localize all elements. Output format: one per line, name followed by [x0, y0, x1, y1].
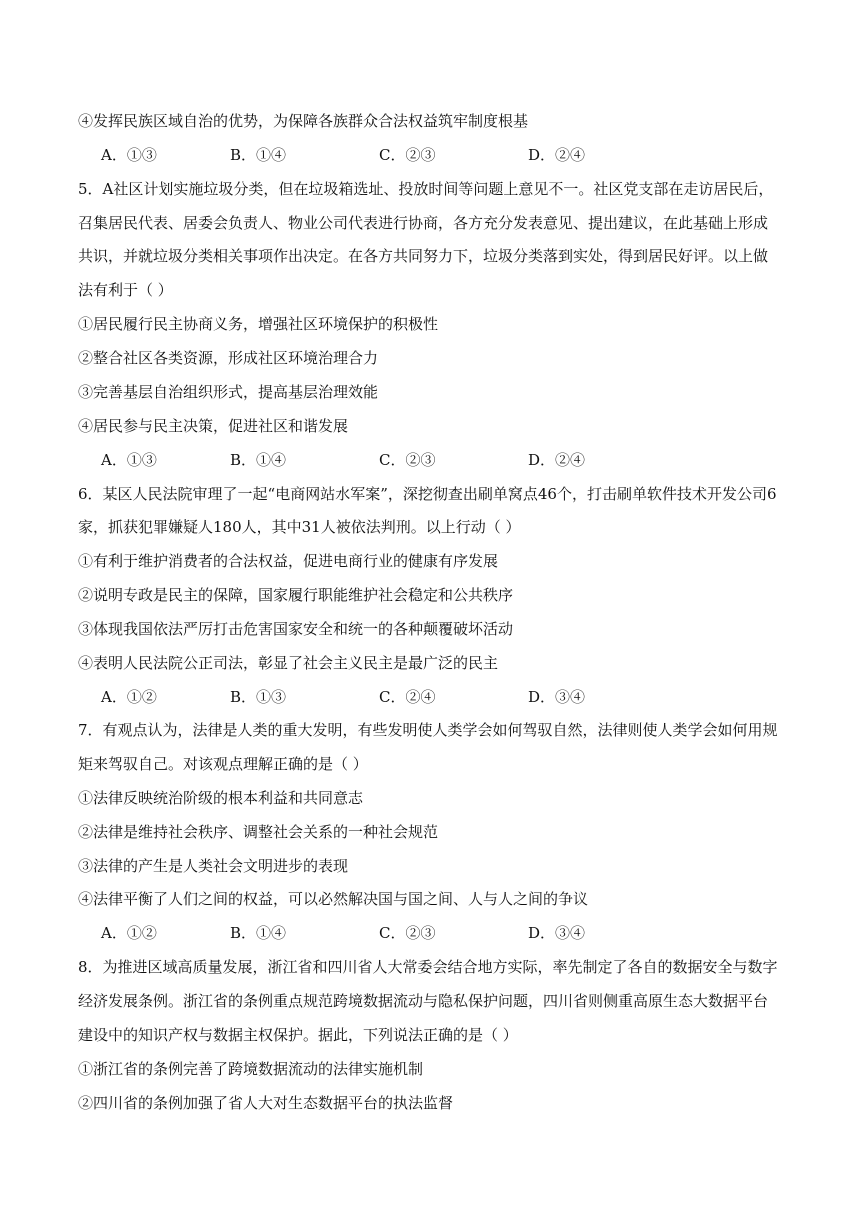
q5-statement-1: ①居民履行民主协商义务，增强社区环境保护的积极性	[78, 315, 439, 333]
q4-choice-d: D．②④	[528, 146, 586, 164]
q6-stem-line-1: 6．某区人民法院审理了一起“电商网站水军案”，深挖彻查出刷单窝点46个，打击刷单软件技术开发公司6	[78, 485, 777, 503]
q7-stem-line-2: 矩来驾驭自己。对该观点理解正确的是（ ）	[78, 755, 368, 773]
q6-statement-1: ①有利于维护消费者的合法权益，促进电商行业的健康有序发展	[78, 552, 499, 570]
q6-statement-4: ④表明人民法院公正司法，彰显了社会主义民主是最广泛的民主	[78, 654, 499, 672]
q5-stem-line-2: 召集居民代表、居委会负责人、物业公司代表进行协商，各方充分发表意见、提出建议，在此基础上形成	[78, 214, 769, 232]
q4-option-statement-4: ④发挥民族区域自治的优势，为保障各族群众合法权益筑牢制度根基	[78, 112, 529, 130]
q7-statement-3: ③法律的产生是人类社会文明进步的表现	[78, 857, 349, 875]
q7-stem-line-1: 7．有观点认为，法律是人类的重大发明，有些发明使人类学会如何驾驭自然，法律则使人类学会如何用规	[78, 721, 778, 739]
q7-choice-d: D．③④	[528, 924, 586, 942]
q4-choice-c: C．②③	[379, 146, 436, 164]
q4-choice-a: A．①③	[101, 146, 157, 164]
q8-stem-line-2: 经济发展条例。浙江省的条例重点规范跨境数据流动与隐私保护问题，四川省则侧重高原生态大数据平台	[78, 992, 769, 1010]
q6-choice-d: D．③④	[528, 688, 586, 706]
q8-stem-line-1: 8．为推进区域高质量发展，浙江省和四川省人大常委会结合地方实际，率先制定了各自的数据安全与数字	[78, 958, 778, 976]
q5-choice-c: C．②③	[379, 451, 436, 469]
q5-answer-choices	[101, 450, 801, 470]
q5-stem-line-1: 5．A社区计划实施垃圾分类，但在垃圾箱选址、投放时间等问题上意见不一。社区党支部在走访居民后，	[78, 180, 774, 198]
q6-answer-choices	[101, 687, 801, 707]
q5-choice-b: B．①④	[230, 451, 287, 469]
q7-choice-c: C．②③	[379, 924, 436, 942]
q8-statement-1: ①浙江省的条例完善了跨境数据流动的法律实施机制	[78, 1060, 424, 1078]
q5-statement-2: ②整合社区各类资源，形成社区环境治理合力	[78, 349, 379, 367]
q6-statement-3: ③体现我国依法严厉打击危害国家安全和统一的各种颠覆破坏活动	[78, 620, 514, 638]
q4-answer-choices	[101, 145, 801, 165]
q7-statement-1: ①法律反映统治阶级的根本利益和共同意志	[78, 789, 364, 807]
q8-stem-line-3: 建设中的知识产权与数据主权保护。据此，下列说法正确的是（ ）	[78, 1026, 518, 1044]
q7-answer-choices	[101, 923, 801, 943]
q5-choice-a: A．①③	[101, 451, 157, 469]
q7-choice-b: B．①④	[230, 924, 287, 942]
q8-statement-2: ②四川省的条例加强了省人大对生态数据平台的执法监督	[78, 1094, 454, 1112]
q6-choice-c: C．②④	[379, 688, 436, 706]
q4-choice-b: B．①④	[230, 146, 287, 164]
q7-choice-a: A．①②	[101, 924, 157, 942]
q5-statement-4: ④居民参与民主决策，促进社区和谐发展	[78, 417, 349, 435]
q7-statement-4: ④法律平衡了人们之间的权益，可以必然解决国与国之间、人与人之间的争议	[78, 890, 589, 908]
q5-stem-line-4: 法有利于（ ）	[78, 281, 173, 299]
q6-choice-a: A．①②	[101, 688, 157, 706]
q5-choice-d: D．②④	[528, 451, 586, 469]
q5-stem-line-3: 共识，并就垃圾分类相关事项作出决定。在各方共同努力下，垃圾分类落到实处，得到居民好评。以上做	[78, 247, 769, 265]
q6-stem-line-2: 家，抓获犯罪嫌疑人180人，其中31人被依法判刑。以上行动（ ）	[78, 518, 521, 536]
q6-statement-2: ②说明专政是民主的保障，国家履行职能维护社会稳定和公共秩序	[78, 586, 514, 604]
q5-statement-3: ③完善基层自治组织形式，提高基层治理效能	[78, 383, 379, 401]
q6-choice-b: B．①③	[230, 688, 287, 706]
q7-statement-2: ②法律是维持社会秩序、调整社会关系的一种社会规范	[78, 823, 439, 841]
